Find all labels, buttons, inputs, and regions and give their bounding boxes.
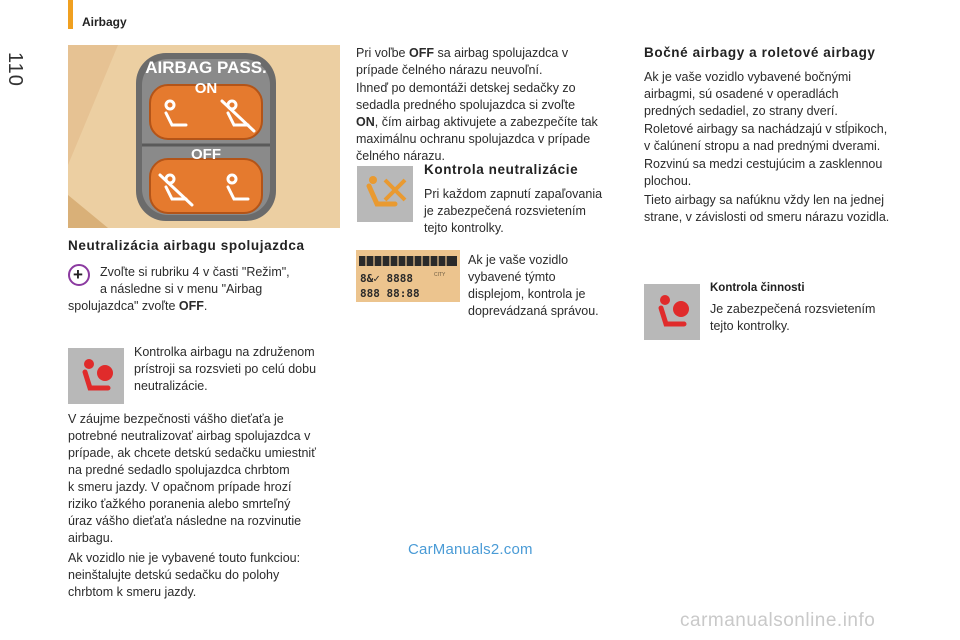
operation-control-heading: Kontrola činnosti: [710, 282, 805, 294]
lamp-text-3: neutralizácie.: [134, 379, 208, 393]
airbag-pass-panel: [68, 45, 340, 228]
side-airbags-heading: Bočné airbagy a roletové airbagy: [644, 45, 876, 60]
kn-text-3: tejto kontrolky.: [424, 221, 504, 235]
watermark-carmanualsonline: carmanualsonline.info: [680, 610, 876, 631]
multifunction-display-icon: [356, 250, 460, 302]
off-selection-paragraph: Pri voľbe OFF sa airbag spolujazdca v prípade čelného nárazu neuvoľní.: [356, 46, 569, 77]
kn-text-2: je zabezpečená rozsvietením: [424, 204, 586, 218]
side-airbags-paragraph-3: Rozvinú sa medzi cestujúcim a zasklennou plochou.: [644, 157, 883, 188]
plus-button-icon: +: [68, 264, 90, 286]
on-selection-paragraph: Ihneď po demontáži detskej sedačky zo sedadla predného spolujazdca si zvoľte ON, čím airbag aktivujete a zabezpečíte tak maximálnu ochranu spolujazdca v prípade čelného nárazu.: [356, 81, 598, 163]
panel-off-label: OFF: [191, 146, 221, 163]
airbag-off-lamp-icon: [357, 166, 413, 222]
no-function-paragraph: Ak vozidlo nie je vybavené touto funkciou: neinštalujte detskú sedačku do polohy chrbtom k smeru jazdy.: [68, 551, 301, 599]
panel-label: AIRBAG PASS.: [145, 58, 267, 77]
neutralization-control-heading: Kontrola neutralizácie: [424, 162, 579, 177]
neutralization-heading: Neutralizácia airbagu spolujazdca: [68, 238, 305, 253]
airbag-pass-panel-illustration: [68, 45, 340, 228]
step-line-1: Zvoľte si rubriku 4 v časti "Režim",: [100, 265, 290, 279]
child-safety-paragraph: V záujme bezpečnosti vášho dieťaťa je potrebné neutralizovať airbag spolujazdca v prípade, ak chcete detskú sedačku umiestniť na predné sedadlo spolujazdca chrbtom k smeru jazdy. V opačnom prípade hrozí riziko ťažkého poranenia alebo smrteľný úraz vášho dieťaťa následne na rozvinutie airbagu.: [68, 412, 316, 545]
airbag-warning-lamp-icon: [68, 348, 124, 404]
panel-on-label: ON: [194, 80, 218, 97]
section-accent-bar: [68, 0, 73, 29]
kc-text-2: tejto kontrolky.: [710, 319, 790, 333]
side-airbags-paragraph-4: Tieto airbagy sa nafúknu vždy len na jednej strane, v závislosti od smeru nárazu vozidla.: [644, 193, 890, 224]
lamp-text-2: prístroji sa rozsvieti po celú dobu: [134, 362, 317, 376]
lamp-text-1: Kontrolka airbagu na združenom: [134, 345, 315, 359]
step-line-2: a následne si v menu "Airbag: [100, 282, 263, 296]
step-line-3: spolujazdca" zvoľte OFF.: [68, 299, 208, 313]
section-title: Airbagy: [82, 15, 127, 29]
svg-text:888 88:88: 888 88:88: [360, 287, 420, 300]
side-airbag-lamp-icon: [644, 284, 700, 340]
side-airbags-paragraph-2: Roletové airbagy sa nachádzajú v stĺpikoch, v čalúnení stropu a nad prednými dverami.: [644, 122, 888, 153]
display-paragraph: Ak je vaše vozidlo vybavené týmto displejom, kontrola je doprevádzaná správou.: [468, 253, 599, 318]
page-number: 110: [4, 52, 26, 87]
svg-text:8&✓ 8888: 8&✓ 8888: [360, 272, 413, 285]
side-airbags-paragraph-1: Ak je vaše vozidlo vybavené bočnými airbagmi, sú osadené v operadlách predných sedadiel, zo strany dverí.: [644, 70, 852, 118]
kc-text-1: Je zabezpečená rozsvietením: [710, 302, 876, 316]
kn-text-1: Pri každom zapnutí zapaľovania: [424, 187, 603, 201]
watermark-carmanuals2[interactable]: CarManuals2.com: [408, 541, 533, 558]
display-city-label: CITY: [434, 272, 446, 278]
